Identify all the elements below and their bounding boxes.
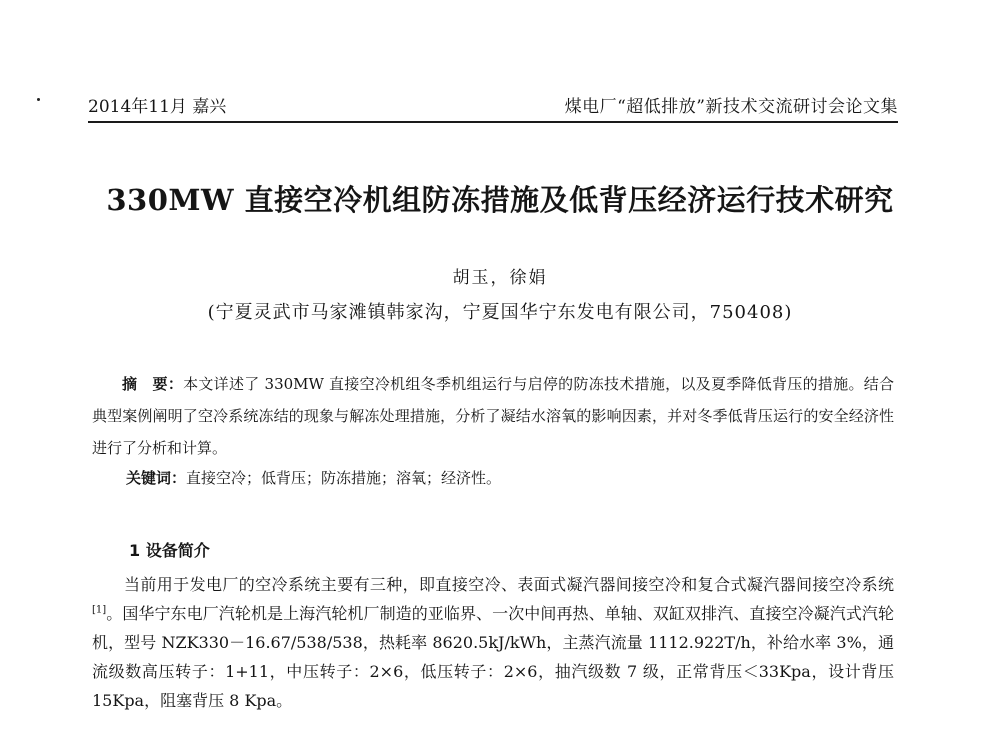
- keywords-text: 直接空冷；低背压；防冻措施；溶氧；经济性。: [186, 469, 502, 487]
- paper-title: 330MW 直接空冷机组防冻措施及低背压经济运行技术研究: [106, 183, 894, 217]
- section-1-heading: 1 设备简介: [129, 541, 210, 560]
- running-header: [88, 95, 898, 119]
- keywords-label: 关键词：: [126, 469, 187, 487]
- scan-speck: [37, 98, 40, 101]
- abstract-label: 摘 要：: [122, 375, 184, 393]
- keywords: [126, 466, 501, 490]
- authors: 胡玉，徐娟: [452, 268, 548, 288]
- affiliation: (宁夏灵武市马家滩镇韩家沟，宁夏国华宁东发电有限公司，750408): [207, 302, 793, 323]
- header-date-location: 2014年11月 嘉兴: [88, 97, 227, 117]
- header-proceedings-title: 煤电厂“超低排放”新技术交流研讨会论文集: [564, 97, 898, 117]
- header-rule: [88, 121, 898, 123]
- citation-ref[interactable]: [1]: [92, 604, 107, 616]
- section-1-body: [92, 570, 894, 715]
- abstract: [92, 368, 894, 464]
- abstract-text: 本文详述了 330MW 直接空冷机组冬季机组运行与启停的防冻技术措施，以及夏季降低背压的措施。结合典型案例阐明了空冷系统冻结的现象与解冻处理措施，分析了凝结水溶氧的影响因素，并对冬季低背压运行的安全经济性进行了分析和计算。: [92, 375, 894, 457]
- section-1-text-part1: 当前用于发电厂的空冷系统主要有三种，即直接空冷、表面式凝汽器间接空冷和复合式凝汽器间接空冷系统: [124, 575, 894, 594]
- section-1-text-part2: 。国华宁东电厂汽轮机是上海汽轮机厂制造的亚临界、一次中间再热、单轴、双缸双排汽、直接空冷凝汽式汽轮机，型号 NZK330－16.67/538/538，热耗率 8620.5kJ/kWh，主蒸汽流量 1112.922T/h，补给水率 3%，通流级数高压转子：1+11，中压转子：2×6，低压转子：2×6，抽汽级数 7 级，正常背压＜33Kpa，设计背压 15Kpa，阻塞背压 8 Kpa。: [92, 604, 894, 710]
